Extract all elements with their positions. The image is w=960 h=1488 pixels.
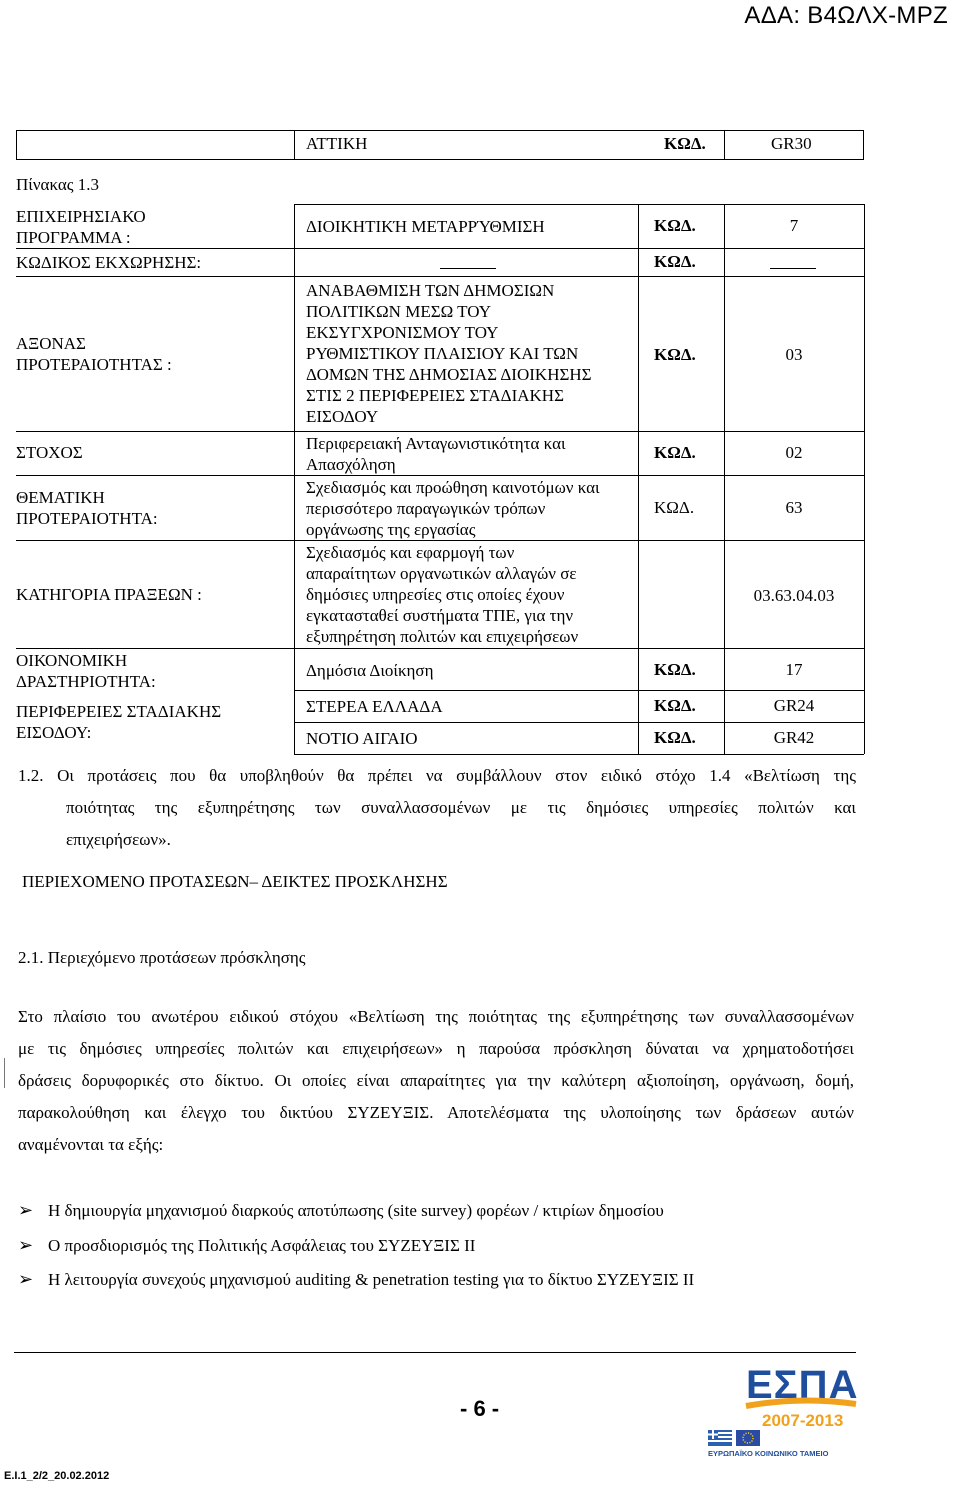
value-axis: ΑΝΑΒΑΘΜΙΣΗ ΤΩΝ ΔΗΜΟΣΙΩΝ ΠΟΛΙΤΙΚΩΝ ΜΕΣΩ ΤΟΥ ΕΚΣΥΓΧΡΟΝΙΣΜΟΥ ΤΟΥ ΡΥΘΜΙΣΤΙΚΟΥ ΠΛΑΙΣΙΟΥ ΚΑΙ ΤΩΝ ΔΟΜΩΝ ΤΗΣ ΔΗΜΟΣΙΑΣ ΔΙΟΙΚΗΣΗΣ ΣΤΙΣ 2 ΠΕΡΙΦΕΡΕΙΕΣ ΣΤΑΔΙΑΚΗΣ ΕΙΣΟΔΟΥ (306, 281, 592, 426)
arrow-bullet-icon: ➢ (18, 1200, 34, 1221)
kod-priority: ΚΩΔ. (654, 498, 695, 517)
section-1-2-line-1: 1.2. Οι προτάσεις που θα υποβληθούν θα πρέπει να συμβάλλουν στον ειδικό στόχο 1.4 «Βελτίωση της (18, 766, 856, 785)
espa-logo (706, 1358, 862, 1458)
section-1-2-line-2: ποιότητας της εξυπηρέτησης των συναλλασσομένων με τις δημόσιες υπηρεσίες πολιτών και (66, 798, 856, 817)
region-1-name: ΣΤΕΡΕΑ ΕΛΛΑΔΑ (306, 697, 443, 716)
label-goal: ΣΤΟΧΟΣ (16, 443, 83, 462)
region-top-kod: ΚΩΔ. (664, 134, 706, 153)
code-region-2: GR42 (773, 728, 815, 747)
kod-program: ΚΩΔ. (654, 216, 696, 235)
value-priority: Σχεδιασμός και προώθηση καινοτόμων και περισσότερο παραγωγικών τρόπων οργάνωσης της εργασίας (306, 478, 600, 539)
code-activity: 17 (785, 660, 803, 679)
paragraph-line: παρακολούθηση και έλεγχο του δικτύου ΣΥΖΕΥΞΙΣ. Αποτελέσματα της υλοποίησης των δράσεων αυτών (18, 1103, 854, 1122)
code-priority: 63 (785, 498, 803, 517)
kod-axis: ΚΩΔ. (654, 345, 696, 364)
footer-code: Ε.Ι.1_2/2_20.02.2012 (4, 1470, 110, 1482)
bullet-text: Η λειτουργία συνεχούς μηχανισμού auditing & penetration testing για το δίκτυο ΣΥΖΕΥΞΙΣ ΙΙ (48, 1270, 695, 1289)
grant-code-blank-line (770, 268, 816, 269)
paragraph-line: με τις δημόσιες υπηρεσίες πολιτών και επιχειρήσεων» η παρούσα πρόσκληση δύναται να χρηματοδοτήσει (18, 1039, 854, 1058)
region-top-box (16, 130, 864, 160)
kod-goal: ΚΩΔ. (654, 443, 696, 462)
grant-blank-line (440, 268, 496, 269)
label-regions: ΠΕΡΙΦΕΡΕΙΕΣ ΣΤΑΔΙΑΚΗΣ ΕΙΣΟΔΟΥ: (16, 702, 222, 742)
value-category: Σχεδιασμός και εφαρμογή των απαραίτητων οργανωτικών αλλαγών σε δημόσιες υπηρεσίες στις οποίες έχουν εγκατασταθεί συστήματα ΤΠΕ, για την εξυπηρέτηση πολιτών και επιχειρήσεων (306, 543, 579, 646)
bullet-item (18, 1269, 694, 1290)
table-title: Πίνακας 1.3 (16, 175, 99, 194)
region-top-code: GR30 (771, 134, 812, 153)
section-1-2-line-3: επιχειρήσεων». (66, 830, 171, 849)
espa-years: 2007-2013 (762, 1411, 844, 1430)
label-program: ΕΠΙΧΕΙΡΗΣΙΑΚΟ ΠΡΟΓΡΑΜΜΑ : (16, 207, 146, 247)
arrow-bullet-icon: ➢ (18, 1269, 34, 1290)
kod-region-2: ΚΩΔ. (654, 728, 696, 747)
espa-caption: ΕΥΡΩΠΑΪΚΟ ΚΟΙΝΩΝΙΚΟ ΤΑΜΕΙΟ (708, 1449, 829, 1458)
footer-rule (14, 1352, 856, 1353)
paragraph-line: αναμένονται τα εξής: (18, 1135, 164, 1154)
label-activity: ΟΙΚΟΝΟΜΙΚΗ ΔΡΑΣΤΗΡΙΟΤΗΤΑ: (16, 651, 156, 691)
bullet-text: Η δημιουργία μηχανισμού διαρκούς αποτύπωσης (site survey) φορέων / κτιρίων δημοσίου (48, 1201, 664, 1220)
value-activity: Δημόσια Διοίκηση (306, 661, 434, 680)
kod-grant: ΚΩΔ. (654, 252, 696, 271)
value-goal: Περιφερειακή Ανταγωνιστικότητα και Απασχόληση (306, 434, 566, 474)
greek-flag-icon (708, 1430, 732, 1446)
arrow-bullet-icon: ➢ (18, 1235, 34, 1256)
espa-brand-text: ΕΣΠΑ (746, 1363, 859, 1407)
bullet-item (18, 1235, 475, 1256)
paragraph-line: Στο πλαίσιο του ανωτέρου ειδικού στόχου «Βελτίωση της ποιότητας της εξυπηρέτησης των συναλλασσομένων (18, 1007, 854, 1026)
heading-2-1: 2.1. Περιεχόμενο προτάσεων πρόσκλησης (18, 948, 306, 967)
value-program: ΔΙΟΙΚΗΤΙΚΉ ΜΕΤΑΡΡΎΘΜΙΣΗ (306, 217, 545, 236)
bullet-text: Ο προσδιορισμός της Πολιτικής Ασφάλειας του ΣΥΖΕΥΞΙΣ ΙΙ (48, 1236, 476, 1255)
region-top-name: ΑΤΤΙΚΗ (306, 134, 368, 153)
code-category: 03.63.04.03 (753, 586, 835, 605)
region-2-name: ΝΟΤΙΟ ΑΙΓΑΙΟ (306, 729, 418, 748)
kod-region-1: ΚΩΔ. (654, 696, 696, 715)
label-priority: ΘΕΜΑΤΙΚΗ ΠΡΟΤΕΡΑΙΟΤΗΤΑ: (16, 488, 158, 528)
bullet-item (18, 1200, 664, 1221)
page-number: - 6 - (460, 1396, 500, 1421)
label-grant: ΚΩΔΙΚΟΣ ΕΚΧΩΡΗΣΗΣ: (16, 253, 202, 272)
eu-flag-icon (736, 1430, 760, 1446)
code-goal: 02 (785, 443, 803, 462)
code-axis: 03 (785, 345, 803, 364)
paragraph-line: δράσεις δορυφορικές στο δίκτυο. Οι οποίες είναι απαραίτητες για την καλύτερη αξιοποίηση, οργάνωση, δομή, (18, 1071, 854, 1090)
ada-code: ΑΔΑ: Β4ΩΛΧ-ΜΡΖ (744, 2, 948, 29)
label-category: ΚΑΤΗΓΟΡΙΑ ΠΡΑΞΕΩΝ : (16, 585, 202, 604)
label-axis: ΑΞΟΝΑΣ ΠΡΟΤΕΡΑΙΟΤΗΤΑΣ : (16, 334, 172, 374)
code-program: 7 (789, 216, 799, 235)
left-margin-mark (4, 1058, 5, 1088)
kod-activity: ΚΩΔ. (654, 660, 696, 679)
espa-logo-graphic (706, 1358, 862, 1458)
code-region-1: GR24 (773, 696, 815, 715)
heading-content: ΠΕΡΙΕΧΟΜΕΝΟ ΠΡΟΤΑΣΕΩΝ– ΔΕΙΚΤΕΣ ΠΡΟΣΚΛΗΣΗΣ (22, 872, 448, 891)
